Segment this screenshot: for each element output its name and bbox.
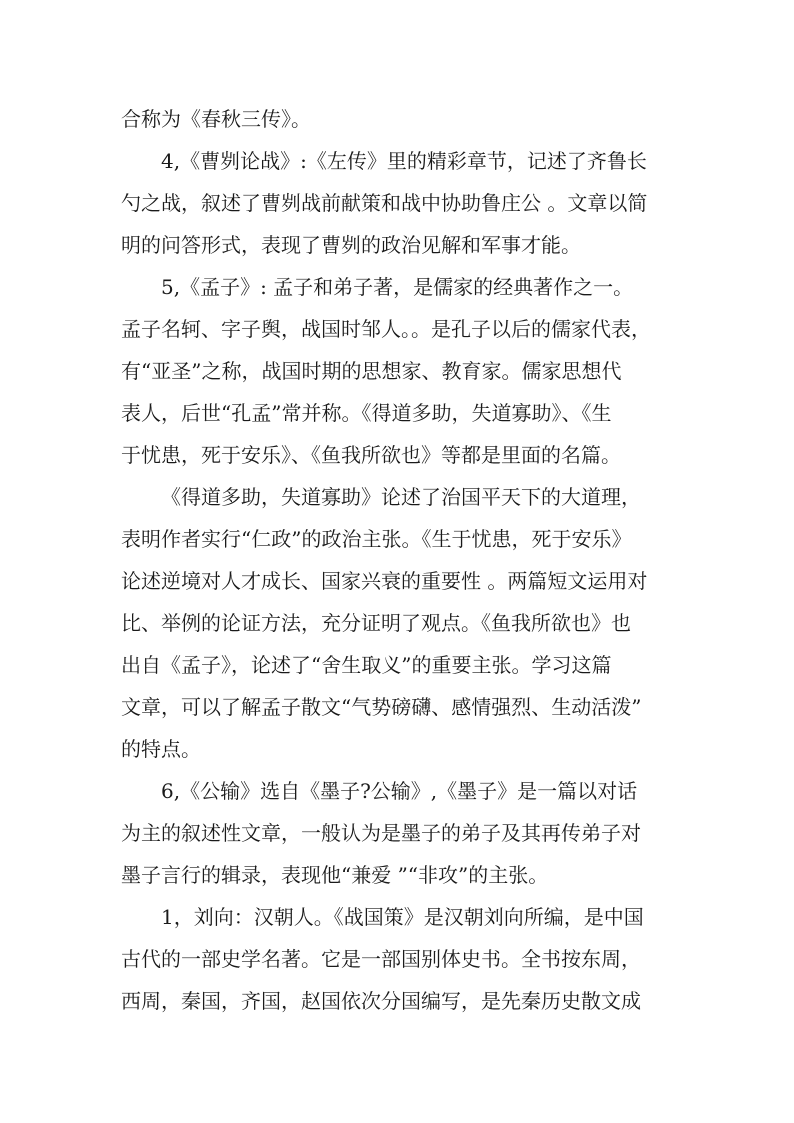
- text-line: 为主的叙述性文章，一般认为是墨子的弟子及其再传弟子对: [121, 821, 641, 845]
- text-line: 5,《孟子》: 孟子和弟子著，是儒家的经典著作之一。: [161, 275, 634, 299]
- text-line: 墨子言行的辑录，表现他“兼爱 ”“非攻”的主张。: [121, 863, 549, 887]
- text-line: 孟子名轲、字子舆，战国时邹人。。是孔子以后的儒家代表，: [121, 317, 651, 341]
- text-line: 古代的一部史学名著。它是一部国别体史书。全书按东周，: [121, 947, 641, 971]
- text-line: 勺之战，叙述了曹刿战前献策和战中协助鲁庄公 。文章以简: [121, 191, 648, 215]
- text-line: 合称为《春秋三传》。: [121, 107, 311, 131]
- text-line: 明的问答形式，表现了曹刿的政治见解和军事才能。: [121, 233, 581, 257]
- text-line: 4,《曹刿论战》:《左传》里的精彩章节，记述了齐鲁长: [161, 149, 647, 173]
- text-line: 文章，可以了解孟子散文“气势磅礴、感情强烈、生动活泼”: [121, 695, 642, 719]
- text-line: 出自《孟子》，论述了“舍生取义”的重要主张。学习这篇: [121, 653, 612, 677]
- text-line: 《得道多助，失道寡助》论述了治国平天下的大道理，: [161, 485, 641, 509]
- text-line: 1，刘向：汉朝人。《战国策》是汉朝刘向所编，是中国: [161, 905, 644, 929]
- document-body: [121, 98, 681, 1022]
- text-line: 表明作者实行“仁政”的政治主张。《生于忧患，死于安乐》: [121, 527, 632, 551]
- text-line: 西周，秦国，齐国，赵国依次分国编写，是先秦历史散文成: [121, 989, 641, 1013]
- text-line: 论述逆境对人才成长、国家兴衰的重要性 。两篇短文运用对: [121, 569, 648, 593]
- text-line: 的特点。: [121, 737, 201, 761]
- text-line: 6,《公输》选自《墨子?公输》,《墨子》是一篇以对话: [161, 779, 638, 803]
- text-line: 有“亚圣”之称，战国时期的思想家、教育家。儒家思想代: [121, 359, 622, 383]
- text-line: 比、举例的论证方法，充分证明了观点。《鱼我所欲也》也: [121, 611, 631, 635]
- text-line: 于忧患，死于安乐》、《鱼我所欲也》等都是里面的名篇。: [121, 443, 621, 467]
- text-line: 表人，后世“孔孟”常并称。《得道多助，失道寡助》、《生: [121, 401, 612, 425]
